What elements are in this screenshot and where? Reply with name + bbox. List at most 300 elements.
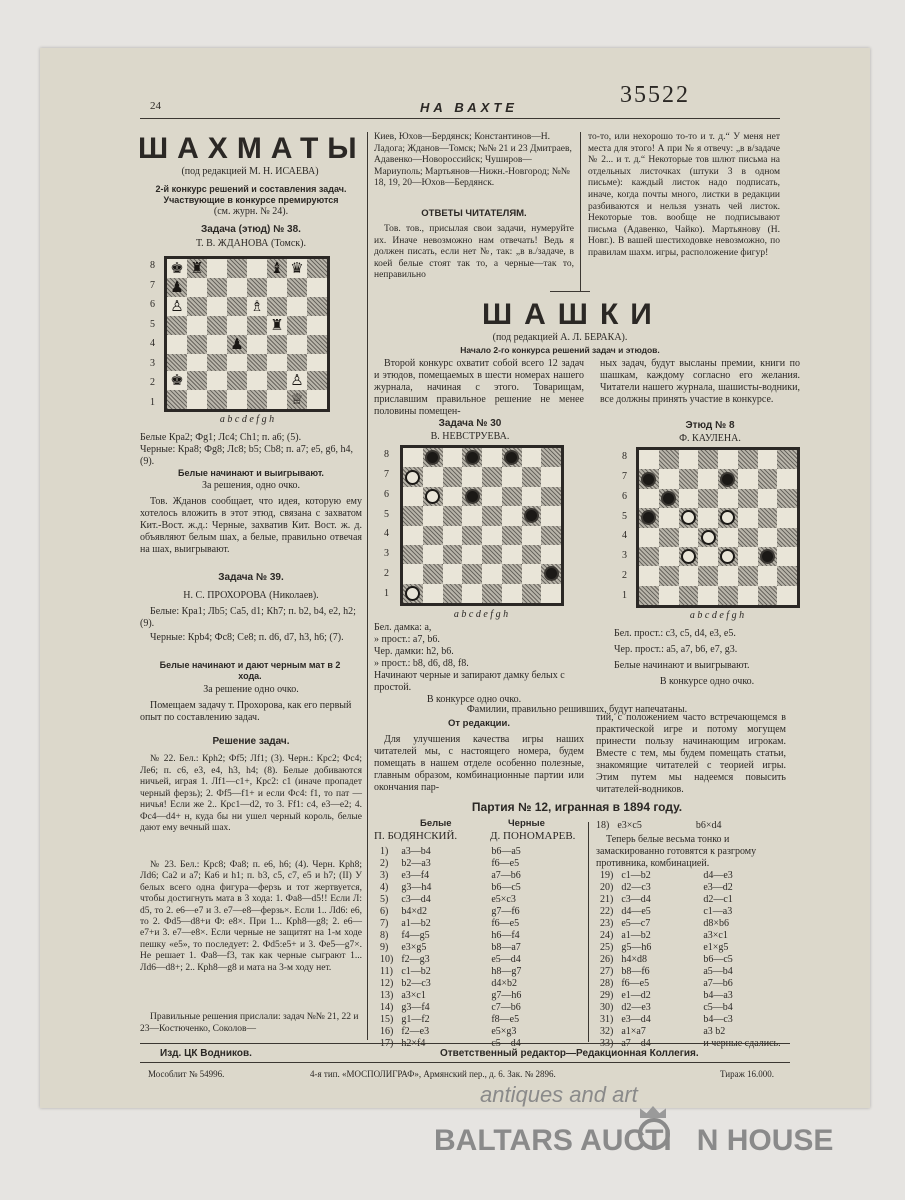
move-cell: c1—b2 <box>621 870 651 881</box>
chess-square <box>267 259 287 278</box>
checkers-square <box>659 508 679 527</box>
footer-print-left: Мособлит № 54996. <box>148 1069 225 1079</box>
move-cell: 16) <box>380 1026 394 1037</box>
chess-square <box>207 354 227 371</box>
checkers-square <box>718 528 738 547</box>
checkers-square <box>502 506 522 525</box>
game-comment: Теперь белые весьма тонко и замаскированно готовятся к разгрому противника, комбинацией. <box>596 834 757 869</box>
checkers-square <box>423 467 443 486</box>
chess-contest: 2-й конкурс решений и составления задач. Участвующие в конкурсе премируются <box>155 184 347 205</box>
checkers-square <box>403 584 423 603</box>
game-move-row <box>376 1002 525 1014</box>
problem-38-black: Черные: Кра8; Фg8; Лс8; b5; Сb8; п. а7; е5, g6, h4, (9). <box>140 444 354 467</box>
move-cell: f6—e5 <box>621 978 650 989</box>
checkers-piece-icon <box>701 530 716 545</box>
checkers-square <box>541 526 561 545</box>
problem-39-points: За решение одно очко. <box>203 684 299 695</box>
checkers-piece-icon <box>760 549 775 564</box>
checkers-square <box>758 547 778 566</box>
move-cell: c7—b6 <box>491 1002 521 1013</box>
checkers-square <box>443 584 463 603</box>
problem-30-author: В. НЕВСТРУЕВА. <box>430 431 510 442</box>
chess-square <box>307 371 327 390</box>
problem-39-task: Белые начинают и дают черным мат в 2 хода. <box>159 660 341 681</box>
chess-square <box>267 297 287 316</box>
game-moves-right <box>596 870 785 1050</box>
move-cell: b8—f6 <box>621 966 650 977</box>
checkers-title: ШАШКИ <box>482 298 664 331</box>
chess-square <box>227 278 247 297</box>
chess-square <box>227 316 247 335</box>
problem-38-points: За решения, одно очко. <box>201 480 301 491</box>
checkers-square <box>679 528 699 547</box>
move-cell: 2) <box>380 858 389 869</box>
move-cell: b2—c3 <box>401 978 431 989</box>
problem-30-title: Задача № 30 <box>438 418 502 429</box>
solvers-continued: Киев, Юхов—Бердянск; Константинов—Н. Ладога; Жданов—Томск; №№ 21 и 23 Дмитраев, Адавенко—Новороссийск; Чуширов—Мариуполь; Мартьянов—Нижн.-Новгород; №№ 18, 19, 20—Юхов—Бердянск. <box>374 132 572 188</box>
chess-piece-icon: ♛ <box>290 261 304 277</box>
chess-square <box>187 297 207 316</box>
checkers-square <box>698 547 718 566</box>
problem-30-task: Начинают черные и запирают дамку белых с простой. <box>374 670 565 693</box>
checkers-square <box>698 566 718 585</box>
checkers-square <box>639 528 659 547</box>
chess-square <box>207 259 227 278</box>
checkers-square <box>462 467 482 486</box>
solutions-title: Решение задач. <box>212 736 290 747</box>
stamp-number: 35522 <box>620 82 690 108</box>
move-cell: b8—a7 <box>491 942 521 953</box>
chess-square <box>267 335 287 354</box>
problem-39-white: Белые: Кра1; Лb5; Са5, d1; Кh7; п. b2, b4, е2, h2; (9). <box>140 606 356 629</box>
etude-8-task: Белые начинают и выигрывают. <box>614 660 750 671</box>
checkers-30-ranks: 8 7 6 5 4 3 2 1 <box>384 449 389 599</box>
move-cell: e5×c3 <box>491 894 516 905</box>
chess-square <box>187 316 207 335</box>
chess-square <box>287 297 307 316</box>
checkers-square <box>639 586 659 605</box>
journal-title: НА ВАХТЕ <box>420 100 518 115</box>
move-cell: 26) <box>600 954 614 965</box>
problem-38-task: Белые начинают и выигрывают. <box>178 468 324 478</box>
chess-square <box>247 278 267 297</box>
move-cell: 3) <box>380 870 389 881</box>
move-cell: b4—c3 <box>703 1014 733 1025</box>
checkers-piece-icon <box>465 450 480 465</box>
chess-square <box>267 390 287 409</box>
chess-square <box>187 354 207 371</box>
checkers-30-files: a b c d e f g h <box>453 609 509 620</box>
checkers-square <box>403 467 423 486</box>
move-cell: a1—b2 <box>621 930 651 941</box>
chess-piece-icon: ♜ <box>190 261 204 277</box>
checkers-square <box>502 487 522 506</box>
chess-square <box>287 335 307 354</box>
chess-square <box>247 335 267 354</box>
chess-square <box>307 259 327 278</box>
move-cell: g5—h6 <box>621 942 652 953</box>
chess-square <box>267 316 287 335</box>
move-cell: g7—f6 <box>491 906 520 917</box>
move-cell: a7—b6 <box>491 870 521 881</box>
checkers-square <box>462 526 482 545</box>
checkers-square <box>679 566 699 585</box>
move-cell: e3×g5 <box>401 942 427 953</box>
game-move-row <box>596 1002 785 1014</box>
checkers-square <box>541 545 561 564</box>
white-head: Белые <box>420 818 452 829</box>
chess-square <box>187 390 207 409</box>
chess-square <box>207 335 227 354</box>
checkers-square <box>462 448 482 467</box>
problem-38-title: Задача (этюд) № 38. <box>201 224 301 235</box>
chess-piece-icon: ♚ <box>170 261 184 277</box>
move-cell: e3—f4 <box>401 870 430 881</box>
etude-8-points: В конкурсе одно очко. <box>659 676 755 687</box>
checkers-square <box>522 545 542 564</box>
editorial-right: тий, с положением часто встречающемся в практической игре и потому могущем принести пользу начинающим игрокам. Вместе с тем, мы будем помещать статьи, знакомящие читателей с теорией игры. Этим путем мы надеемся повысить читателей-водников. <box>596 712 786 795</box>
checkers-square <box>541 584 561 603</box>
chess-square <box>287 278 307 297</box>
checkers-square <box>758 586 778 605</box>
checkers-square <box>482 467 502 486</box>
checkers-square <box>522 564 542 583</box>
checkers-square <box>522 526 542 545</box>
move-cell: e1—d2 <box>621 990 651 1001</box>
checkers-square <box>659 566 679 585</box>
move-cell: 19) <box>600 870 614 881</box>
move-cell: 14) <box>380 1002 394 1013</box>
checkers-square <box>502 584 522 603</box>
chess-piece-icon: ♕ <box>290 392 304 408</box>
game-move-row <box>596 966 785 978</box>
checkers-square <box>522 584 542 603</box>
chess-square <box>227 335 247 354</box>
move-cell: h4×d8 <box>621 954 647 965</box>
checkers-square <box>423 584 443 603</box>
checkers-piece-icon <box>465 489 480 504</box>
game-move-row <box>596 918 785 930</box>
move-cell: g7—h6 <box>491 990 522 1001</box>
checkers-square <box>502 564 522 583</box>
chess-piece-icon: ♙ <box>170 299 184 315</box>
replies-title: ОТВЕТЫ ЧИТАТЕЛЯМ. <box>421 208 527 219</box>
checkers-square <box>443 564 463 583</box>
checkers-square <box>541 448 561 467</box>
game-title: Партия № 12, игранная в 1894 году. <box>471 800 683 814</box>
move-cell: 6) <box>380 906 389 917</box>
checkers-square <box>403 487 423 506</box>
move-cell: b6—a5 <box>491 846 521 857</box>
chess-square <box>207 297 227 316</box>
game-moves-left <box>376 846 525 1050</box>
chess-square <box>167 297 187 316</box>
checkers-8-ranks: 8 7 6 5 4 3 2 1 <box>622 451 627 601</box>
checkers-piece-icon <box>720 472 735 487</box>
move-cell: c5—b4 <box>703 1002 733 1013</box>
checkers-piece-icon <box>641 510 656 525</box>
checkers-intro-right: ных задач, будут высланы премии, книги по шашкам, каждому согласно его желания. Читатели нашего журнала, шашисты-водники, все должны принять участие в конкурсе. <box>600 358 800 405</box>
chess-square <box>247 354 267 371</box>
chess-square <box>247 259 267 278</box>
chess-piece-icon: ♜ <box>270 318 284 334</box>
checkers-piece-icon <box>504 450 519 465</box>
checkers-piece-icon <box>720 510 735 525</box>
move-cell: 7) <box>380 918 389 929</box>
checkers-square <box>777 469 797 488</box>
move-cell: 4) <box>380 882 389 893</box>
move-cell <box>397 1038 435 1050</box>
chess-square <box>287 316 307 335</box>
move-cell: f6—e5 <box>491 918 520 929</box>
footer-print-right: Тираж 16.000. <box>720 1069 775 1079</box>
checkers-square <box>502 545 522 564</box>
game-move-row <box>376 966 525 978</box>
game-move-row <box>376 930 525 942</box>
move-cell: 30) <box>600 1002 614 1013</box>
checkers-board-etude-8 <box>636 447 800 608</box>
checkers-square <box>679 450 699 469</box>
checkers-square <box>639 508 659 527</box>
chess-square <box>227 371 247 390</box>
checkers-square <box>777 508 797 527</box>
move-cell: f2—g3 <box>401 954 430 965</box>
watermark-tagline: antiques and art <box>480 1082 638 1107</box>
chess-square <box>227 390 247 409</box>
checkers-square <box>758 508 778 527</box>
game-move-row <box>376 858 525 870</box>
problem-38-author: Т. В. ЖДАНОВА (Томск). <box>196 238 306 249</box>
checkers-piece-icon <box>641 472 656 487</box>
checkers-square <box>522 487 542 506</box>
move-cell: f4—g5 <box>401 930 430 941</box>
move-cell: f8—e5 <box>491 1014 520 1025</box>
chess-square <box>247 371 267 390</box>
move-cell: g3—h4 <box>401 882 432 893</box>
problem-39-black: Черные: Крb4; Фс8; Се8; п. d6, d7, h3, h6; (7). <box>150 632 344 643</box>
checkers-square <box>718 450 738 469</box>
chess-square <box>187 335 207 354</box>
chess-editor: (под редакцией М. Н. ИСАЕВА) <box>181 166 319 177</box>
chess-square <box>167 278 187 297</box>
chess-square <box>227 297 247 316</box>
problem-38-white: Белые Кра2; Фg1; Лс4; Сh1; п. а6; (5). <box>140 432 302 443</box>
checkers-square <box>698 528 718 547</box>
problem-39-note: Помещаем задачу т. Прохорова, как его первый опыт по составлению задач. <box>140 700 352 723</box>
checkers-square <box>777 586 797 605</box>
checkers-square <box>462 584 482 603</box>
checkers-board-30 <box>400 445 564 606</box>
checkers-square <box>502 467 522 486</box>
checkers-square <box>423 448 443 467</box>
checkers-square <box>482 448 502 467</box>
checkers-square <box>522 448 542 467</box>
game-move-row <box>376 942 525 954</box>
chess-square <box>307 390 327 409</box>
chess-square <box>247 390 267 409</box>
chess-square <box>187 371 207 390</box>
game-move-18: 18) e3×c5 b6×d4 <box>596 820 722 831</box>
game-move-row <box>596 930 785 942</box>
checkers-square <box>522 467 542 486</box>
checkers-square <box>758 450 778 469</box>
etude-8-white: Бел. прост.: с3, с5, d4, е3, е5. <box>614 628 736 639</box>
checkers-piece-icon <box>425 450 440 465</box>
move-cell: 20) <box>600 882 614 893</box>
checkers-piece-icon <box>524 508 539 523</box>
checkers-square <box>718 469 738 488</box>
move-cell: 5) <box>380 894 389 905</box>
chess-piece-icon: ♚ <box>170 373 184 389</box>
move-cell: e5—d4 <box>491 954 521 965</box>
move-cell: 29) <box>600 990 614 1001</box>
checkers-square <box>718 489 738 508</box>
move-cell: c3—d4 <box>401 894 431 905</box>
move-cell: d2—c3 <box>621 882 651 893</box>
solvers-note: Фамилии, правильно решивших, будут напечатаны. <box>466 704 688 715</box>
chess-square <box>227 259 247 278</box>
checkers-8-files: a b c d e f g h <box>689 610 745 621</box>
move-cell: 9) <box>380 942 389 953</box>
move-cell: 27) <box>600 966 614 977</box>
chess-square <box>207 390 227 409</box>
checkers-square <box>482 584 502 603</box>
problem-38-note: Тов. Жданов сообщает, что идея, которую ему хотелось вложить в этот этюд, связана с захватом Кит.-Вост. ж.д.: Черные, захватив Кит. Вост. ж. д. объявляют белым шах, а белые, правильно отвечая на шах, выигрывают. <box>140 496 362 555</box>
move-cell: b2—a3 <box>401 858 431 869</box>
chess-square <box>287 371 307 390</box>
checkers-square <box>443 467 463 486</box>
checkers-square <box>718 508 738 527</box>
checkers-contest: Начало 2-го конкурса решений задач и этюдов. <box>460 345 660 355</box>
game-move-row <box>596 978 785 990</box>
game-move-row <box>596 990 785 1002</box>
checkers-square <box>698 489 718 508</box>
chess-square <box>287 259 307 278</box>
move-cell: 13) <box>380 990 394 1001</box>
footer-publisher: Изд. ЦК Водников. <box>160 1048 252 1059</box>
chess-piece-icon: ♙ <box>290 373 304 389</box>
move-cell: f6—e5 <box>491 858 520 869</box>
checkers-piece-icon <box>661 491 676 506</box>
checkers-square <box>738 547 758 566</box>
move-cell: f2—e3 <box>401 1026 430 1037</box>
solution-22: № 22. Бел.: Крh2; Фf5; Лf1; (3). Черн.: Крс2; Фс4; Ле6; п. с6, е3, е4, h3, h4; (8). Белые добиваются ничьей, играя 1. Лf1—с1+, Крс2: с1 (иначе пропадет черный ферзь); 2. Фf5—f1+ и если Фс4: f1, то пат — ничья! Если же 2.. Крс1—d2, то 3. Ff1: c4, е3—е2; 4. Фс4—d4+ н, куда бы ни ушел черный король, белые дают ему вечный шах. <box>140 754 362 833</box>
checkers-square <box>659 489 679 508</box>
chess-square <box>307 335 327 354</box>
checkers-square <box>403 448 423 467</box>
game-move-row <box>596 906 785 918</box>
move-cell: 28) <box>600 978 614 989</box>
checkers-square <box>738 450 758 469</box>
chess-square <box>247 297 267 316</box>
chess-square <box>187 259 207 278</box>
move-cell: e1×g5 <box>703 942 729 953</box>
etude-8-author: Ф. КАУЛЕНА. <box>679 433 741 444</box>
checkers-piece-icon <box>681 549 696 564</box>
checkers-square <box>482 506 502 525</box>
checkers-piece-icon <box>425 489 440 504</box>
chess-piece-icon: ♝ <box>270 261 284 277</box>
checkers-square <box>718 547 738 566</box>
move-cell: 24) <box>600 930 614 941</box>
chess-square <box>207 316 227 335</box>
move-cell: 22) <box>600 906 614 917</box>
checkers-square <box>758 489 778 508</box>
move-cell: e5—c7 <box>621 918 651 929</box>
checkers-square <box>698 508 718 527</box>
move-cell: a3×c1 <box>401 990 426 1001</box>
move-cell: b6—c5 <box>491 882 521 893</box>
checkers-square <box>423 545 443 564</box>
checkers-editor: (под редакцией А. Л. БЕРАКА). <box>492 332 628 343</box>
chess-square <box>167 354 187 371</box>
checkers-square <box>659 450 679 469</box>
checkers-piece-icon <box>681 510 696 525</box>
move-cell: d2—e3 <box>621 1002 651 1013</box>
game-move-row <box>376 846 525 858</box>
black-head: Черные <box>508 818 545 829</box>
checkers-square <box>403 545 423 564</box>
problem-39-author: Н. С. ПРОХОРОВА (Николаев). <box>183 590 319 601</box>
game-move-row <box>596 954 785 966</box>
checkers-square <box>639 566 659 585</box>
chess-square <box>167 371 187 390</box>
game-move-row <box>596 894 785 906</box>
move-cell: d4×b2 <box>491 978 517 989</box>
checkers-square <box>679 508 699 527</box>
chess-piece-icon: ♟ <box>170 280 184 296</box>
checkers-square <box>698 586 718 605</box>
newspaper-page <box>40 48 870 1108</box>
checkers-square <box>639 450 659 469</box>
chess-square <box>267 278 287 297</box>
move-cell: 25) <box>600 942 614 953</box>
checkers-square <box>443 506 463 525</box>
watermark-brand: BALTARS AUCTI N HOUSE <box>434 1124 834 1157</box>
move-cell: 12) <box>380 978 394 989</box>
checkers-square <box>462 545 482 564</box>
chess-square <box>287 354 307 371</box>
chess-rank-labels: 8 7 6 5 4 3 2 1 <box>150 260 155 408</box>
checkers-piece-icon <box>405 470 420 485</box>
checkers-square <box>758 469 778 488</box>
move-cell: a5—b4 <box>703 966 733 977</box>
move-cell: 10) <box>380 954 394 965</box>
checkers-piece-icon <box>405 586 420 601</box>
checkers-square <box>443 545 463 564</box>
checkers-square <box>679 469 699 488</box>
move-cell: g1—f2 <box>401 1014 430 1025</box>
chess-square <box>167 390 187 409</box>
problem-30-position: Бел. дамка: а, » прост.: а7, b6. Чер. дамки: h2, b6. » прост.: b8, d6, d8, f8. <box>374 622 469 669</box>
checkers-square <box>679 586 699 605</box>
move-cell: e3—d4 <box>621 1014 651 1025</box>
checkers-square <box>738 566 758 585</box>
chess-file-labels: a b c d e f g h <box>219 414 275 425</box>
game-move-row <box>596 870 785 882</box>
move-cell: 1) <box>380 846 389 857</box>
checkers-square <box>639 469 659 488</box>
chess-square <box>267 354 287 371</box>
correct-solvers: Правильные решения прислали: задач №№ 21, 22 и 23—Костюченко, Соколов— <box>140 1012 359 1034</box>
checkers-square <box>522 506 542 525</box>
move-cell: h6—f4 <box>491 930 520 941</box>
move-cell: 23) <box>600 918 614 929</box>
checkers-intro-left: Второй конкурс охватит собой всего 12 задач и этюдов, помещаемых в шести номерах нашего журнала, начиная с этого. Товарищам, приславшим правильное решение не менее половины помещен- <box>374 358 584 417</box>
chess-square <box>167 316 187 335</box>
game-move-row <box>596 1026 785 1038</box>
move-cell: b4—a3 <box>703 990 733 1001</box>
